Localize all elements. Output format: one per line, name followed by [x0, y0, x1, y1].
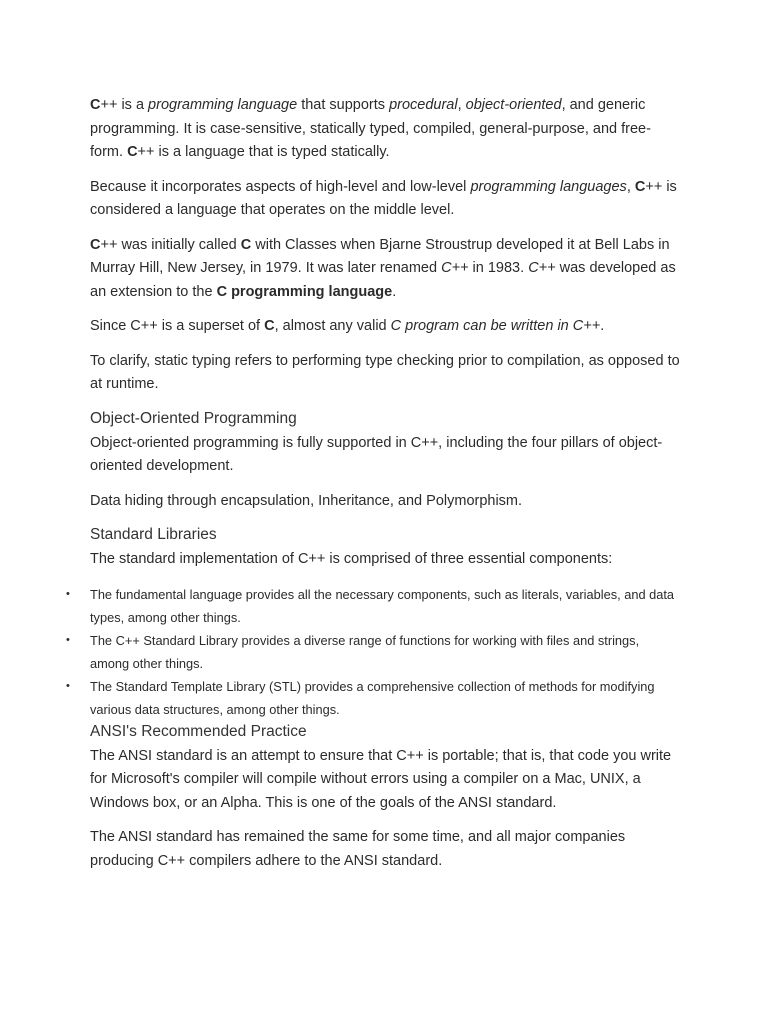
- bullet-icon: •: [66, 587, 70, 600]
- text-run: Since C++ is a superset of: [90, 318, 265, 334]
- text-run: with Classes when Bjarne Stroustrup developed it at Bell Labs in Murray Hill, New Jersey, in 1979. It was later renamed: [90, 236, 670, 276]
- bold-text: C: [127, 144, 138, 160]
- italic-text: programming languages: [470, 178, 627, 195]
- text-run: that supports: [297, 97, 390, 113]
- paragraph: [90, 826, 680, 873]
- text-run: ++ was initially called: [100, 236, 241, 253]
- italic-text: C++: [441, 260, 469, 276]
- section-heading: ANSI's Recommended Practice: [90, 722, 307, 740]
- section-heading: Object-Oriented Programming: [90, 409, 297, 427]
- text-run: ++ is considered a language that operates on the middle level.: [90, 178, 677, 218]
- bold-text: C: [240, 236, 252, 253]
- list-item: [66, 629, 680, 675]
- text-run: Because it incorporates aspects of high-level and low-level: [90, 178, 471, 195]
- bullet-icon: •: [66, 679, 70, 692]
- text-run: ++ is a: [100, 97, 149, 113]
- text-run: Data hiding through encapsulation, Inheritance, and Polymorphism.: [90, 492, 523, 509]
- paragraph: [90, 432, 680, 479]
- text-run: .: [600, 318, 605, 334]
- paragraph: [90, 548, 680, 572]
- text-run: The ANSI standard is an attempt to ensure that C++ is portable; that is, that code you write for Microsoft's compiler will compile without errors using a compiler on a Mac, UNIX, a Windows box, or an Alpha. This is one of the goals of the ANSI standard.: [90, 747, 672, 811]
- paragraph: [90, 234, 680, 305]
- paragraph: [90, 94, 680, 165]
- bullet-list: [66, 583, 680, 721]
- italic-text: object-oriented: [465, 97, 562, 113]
- italic-text: procedural: [389, 97, 458, 113]
- text-run: .: [392, 283, 397, 300]
- text-run: The ANSI standard has remained the same for some time, and all major companies producing C++ compilers adhere to the ANSI standard.: [90, 829, 626, 869]
- list-item: [66, 675, 680, 721]
- text-run: , almost any valid: [274, 318, 391, 334]
- list-item: [66, 583, 680, 629]
- text-run: ,: [457, 97, 466, 113]
- paragraph: [90, 176, 680, 223]
- list-item-text: The C++ Standard Library provides a diverse range of functions for working with files and strings, among other things.: [90, 632, 640, 671]
- text-run: in 1983.: [468, 260, 529, 276]
- text-run: ++ is a language that is typed statically.: [137, 144, 390, 160]
- list-item-text: The fundamental language provides all the necessary components, such as literals, variables, and data types, among other things.: [90, 586, 675, 625]
- bold-text: C: [90, 236, 101, 253]
- paragraph: [90, 745, 680, 816]
- paragraph: [90, 315, 680, 339]
- bold-text: C: [634, 178, 646, 195]
- text-run: To clarify, static typing refers to performing type checking prior to compilation, as opposed to at runtime.: [90, 352, 680, 392]
- italic-text: programming language: [148, 97, 298, 113]
- bullet-icon: •: [66, 633, 70, 646]
- text-run: was developed as an extension to the: [90, 260, 676, 300]
- text-run: , and generic programming. It is case-sensitive, statically typed, compiled, general-purpose, and free-form.: [90, 97, 651, 160]
- list-item-text: The Standard Template Library (STL) provides a comprehensive collection of methods for modifying various data structures, among other things.: [90, 678, 655, 717]
- italic-text: C program can be written in C++: [390, 318, 601, 334]
- bold-text: C: [90, 97, 101, 113]
- document-body: [66, 94, 680, 884]
- italic-text: C++: [528, 260, 556, 276]
- bold-text: C programming language: [216, 283, 393, 300]
- text-run: Object-oriented programming is fully supported in C++, including the four pillars of object-oriented development.: [90, 434, 663, 474]
- section-heading: Standard Libraries: [90, 526, 217, 543]
- bold-text: C: [264, 318, 275, 334]
- paragraph: [90, 350, 680, 397]
- text-run: ,: [626, 178, 635, 195]
- paragraph: [90, 490, 680, 514]
- text-run: The standard implementation of C++ is comprised of three essential components:: [90, 551, 613, 567]
